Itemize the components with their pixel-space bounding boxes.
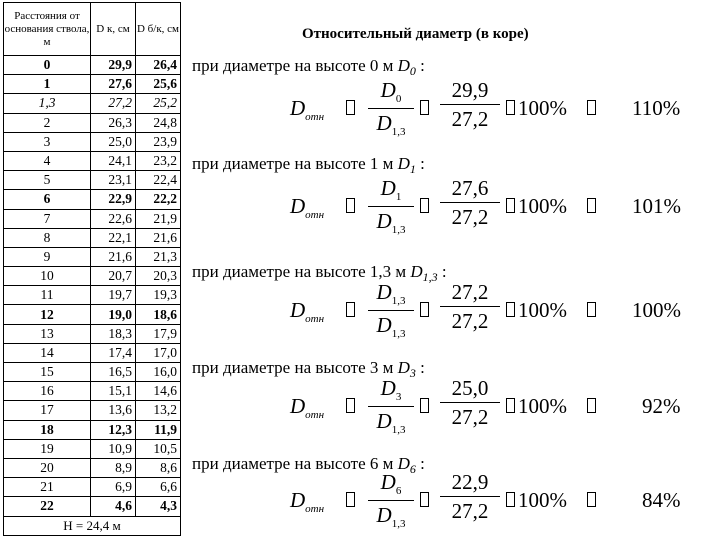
table-row <box>4 286 181 305</box>
missing-glyph-box <box>587 492 596 507</box>
denominator-symbol: D <box>376 111 392 135</box>
table-row <box>4 458 181 477</box>
d-bark-cell: 19,7 <box>91 286 136 305</box>
height-cell: 10 <box>4 267 91 286</box>
table-row <box>4 209 181 228</box>
lhs-subscript: отн <box>305 111 325 123</box>
d-no-bark-cell: 24,8 <box>136 113 181 132</box>
fraction-denominator <box>368 409 414 437</box>
d-bark-cell: 20,7 <box>91 267 136 286</box>
height-cell: 9 <box>4 247 91 266</box>
height-cell: 17 <box>4 401 91 420</box>
symbolic-fraction <box>368 470 414 531</box>
d-no-bark-cell: 21,9 <box>136 209 181 228</box>
d-no-bark-cell: 17,0 <box>136 343 181 362</box>
fraction-denominator <box>368 313 414 341</box>
numerator-symbol: D <box>376 280 392 304</box>
case-label-subscript: 0 <box>409 64 416 78</box>
numeric-fraction <box>440 470 500 523</box>
height-cell: 1 <box>4 75 91 94</box>
table-row <box>4 151 181 170</box>
lhs-symbol: D <box>290 96 306 120</box>
table-row <box>4 382 181 401</box>
lhs-subscript: отн <box>305 313 325 325</box>
height-cell: 3 <box>4 132 91 151</box>
d-no-bark-cell: 8,6 <box>136 458 181 477</box>
d-no-bark-cell: 25,6 <box>136 75 181 94</box>
numerator-subscript: 0 <box>395 93 402 105</box>
case-label-symbol: D <box>410 262 423 281</box>
symbolic-fraction <box>368 376 414 437</box>
d-bark-cell: 24,1 <box>91 151 136 170</box>
table-row <box>4 247 181 266</box>
missing-glyph-box <box>346 398 355 413</box>
fraction-denominator <box>368 209 414 237</box>
height-cell: 15 <box>4 363 91 382</box>
lhs-subscript: отн <box>305 503 325 515</box>
relative-diameter-result: 101% <box>632 194 681 218</box>
d-bark-cell: 23,1 <box>91 171 136 190</box>
d-no-bark-cell: 18,6 <box>136 305 181 324</box>
denominator-symbol: D <box>376 409 392 433</box>
missing-glyph-box <box>506 398 515 413</box>
d-bark-cell: 17,4 <box>91 343 136 362</box>
fraction-numerator <box>368 376 414 404</box>
case-label-colon: : <box>415 56 425 75</box>
height-cell: 12 <box>4 305 91 324</box>
table-row <box>4 324 181 343</box>
d-bark-cell: 8,9 <box>91 458 136 477</box>
height-cell: 1,3 <box>4 94 91 113</box>
fraction-bar <box>368 206 414 207</box>
missing-glyph-box <box>420 398 429 413</box>
d-bark-cell: 10,9 <box>91 439 136 458</box>
denominator-subscript: 1,3 <box>391 424 406 436</box>
d-no-bark-cell: 26,4 <box>136 56 181 75</box>
relative-diameter-formula <box>290 78 680 142</box>
height-cell: 14 <box>4 343 91 362</box>
fraction-denominator <box>368 111 414 139</box>
numerator-value: 27,2 <box>451 280 489 304</box>
height-cell: 22 <box>4 497 91 516</box>
d-bark-cell: 21,6 <box>91 247 136 266</box>
missing-glyph-box <box>587 198 596 213</box>
numeric-fraction <box>440 376 500 429</box>
d-no-bark-cell: 21,3 <box>136 247 181 266</box>
table-row <box>4 497 181 516</box>
d-bark-cell: 16,5 <box>91 363 136 382</box>
fraction-bar <box>368 500 414 501</box>
d-no-bark-cell: 10,5 <box>136 439 181 458</box>
fraction-numerator <box>368 470 414 498</box>
lhs-subscript: отн <box>305 409 325 421</box>
fraction-bar <box>440 306 500 307</box>
d-no-bark-cell: 16,0 <box>136 363 181 382</box>
numerator-subscript: 3 <box>395 391 402 403</box>
d-bark-cell: 27,2 <box>91 94 136 113</box>
missing-glyph-box <box>346 198 355 213</box>
table-row <box>4 228 181 247</box>
table-header-row <box>4 3 181 56</box>
height-cell: 13 <box>4 324 91 343</box>
missing-glyph-box <box>420 302 429 317</box>
numerator-symbol: D <box>380 176 396 200</box>
denominator-value: 27,2 <box>451 205 489 229</box>
d-no-bark-cell: 4,3 <box>136 497 181 516</box>
denominator-value: 27,2 <box>451 309 489 333</box>
height-cell: 20 <box>4 458 91 477</box>
case-label <box>192 358 425 378</box>
d-no-bark-cell: 22,2 <box>136 190 181 209</box>
d-bark-cell: 25,0 <box>91 132 136 151</box>
case-label-subscript: 6 <box>409 462 416 476</box>
fraction-numerator <box>368 176 414 204</box>
missing-glyph-box <box>506 100 515 115</box>
d-no-bark-cell: 25,2 <box>136 94 181 113</box>
percent-factor: 100% <box>518 488 567 512</box>
lhs-symbol: D <box>290 394 306 418</box>
numeric-fraction <box>440 280 500 333</box>
table-row <box>4 56 181 75</box>
percent-factor: 100% <box>518 96 567 120</box>
numeric-fraction <box>440 78 500 131</box>
fraction-numerator <box>368 78 414 106</box>
table-row <box>4 343 181 362</box>
case-label-text: при диаметре на высоте 0 м <box>192 56 398 75</box>
numerator-symbol: D <box>380 470 396 494</box>
case-label-colon: : <box>437 262 447 281</box>
percent-factor: 100% <box>518 394 567 418</box>
missing-glyph-box <box>506 302 515 317</box>
fraction-bar <box>368 310 414 311</box>
d-no-bark-cell: 20,3 <box>136 267 181 286</box>
missing-glyph-box <box>420 100 429 115</box>
denominator-value: 27,2 <box>451 405 489 429</box>
lhs-symbol: D <box>290 298 306 322</box>
header-distance: Расстояния от основания ствола, м <box>4 3 91 56</box>
symbolic-fraction <box>368 280 414 341</box>
case-label-text: при диаметре на высоте 1 м <box>192 154 398 173</box>
denominator-value: 27,2 <box>451 107 489 131</box>
fraction-denominator <box>368 503 414 531</box>
table-row <box>4 305 181 324</box>
d-no-bark-cell: 23,2 <box>136 151 181 170</box>
height-cell: 18 <box>4 420 91 439</box>
d-bark-cell: 15,1 <box>91 382 136 401</box>
table-row <box>4 439 181 458</box>
table-row <box>4 401 181 420</box>
fraction-bar <box>440 202 500 203</box>
fraction-bar <box>440 104 500 105</box>
case-label <box>192 154 425 174</box>
relative-diameter-formula <box>290 176 680 240</box>
d-no-bark-cell: 19,3 <box>136 286 181 305</box>
height-cell: 16 <box>4 382 91 401</box>
relative-diameter-result: 110% <box>632 96 681 120</box>
height-cell: 6 <box>4 190 91 209</box>
height-cell: 2 <box>4 113 91 132</box>
formula-lhs <box>290 298 324 323</box>
missing-glyph-box <box>506 492 515 507</box>
table-row <box>4 132 181 151</box>
case-label-text: при диаметре на высоте 3 м <box>192 358 398 377</box>
d-no-bark-cell: 21,6 <box>136 228 181 247</box>
denominator-symbol: D <box>376 313 392 337</box>
numerator-symbol: D <box>380 78 396 102</box>
table-row <box>4 75 181 94</box>
denominator-subscript: 1,3 <box>391 126 406 138</box>
fraction-bar <box>440 402 500 403</box>
numerator-value: 27,6 <box>451 176 489 200</box>
numerator-subscript: 1 <box>395 191 402 203</box>
page-title: Относительный диаметр (в коре) <box>302 26 529 42</box>
d-bark-cell: 22,1 <box>91 228 136 247</box>
fraction-numerator <box>368 280 414 308</box>
case-label-subscript: 1 <box>409 162 416 176</box>
relative-diameter-result: 92% <box>642 394 681 418</box>
percent-factor: 100% <box>518 298 567 322</box>
lhs-symbol: D <box>290 194 306 218</box>
table-body <box>4 56 181 517</box>
table-row <box>4 478 181 497</box>
d-bark-cell: 13,6 <box>91 401 136 420</box>
height-cell: 8 <box>4 228 91 247</box>
lhs-symbol: D <box>290 488 306 512</box>
table-footer-row <box>4 516 181 535</box>
denominator-symbol: D <box>376 209 392 233</box>
case-label-subscript: 1,3 <box>422 270 438 284</box>
table-row <box>4 420 181 439</box>
height-cell: 19 <box>4 439 91 458</box>
numerator-value: 25,0 <box>451 376 489 400</box>
case-label-colon: : <box>415 358 425 377</box>
case-label-symbol: D <box>397 154 410 173</box>
case-label-symbol: D <box>397 358 410 377</box>
d-bark-cell: 29,9 <box>91 56 136 75</box>
d-bark-cell: 22,6 <box>91 209 136 228</box>
lhs-subscript: отн <box>305 209 325 221</box>
relative-diameter-formula <box>290 470 680 534</box>
denominator-symbol: D <box>376 503 392 527</box>
case-label <box>192 56 425 76</box>
missing-glyph-box <box>346 302 355 317</box>
d-no-bark-cell: 13,2 <box>136 401 181 420</box>
numerator-subscript: 6 <box>395 485 402 497</box>
symbolic-fraction <box>368 176 414 237</box>
denominator-value: 27,2 <box>451 499 489 523</box>
d-no-bark-cell: 11,9 <box>136 420 181 439</box>
denominator-subscript: 1,3 <box>391 224 406 236</box>
relative-diameter-result: 84% <box>642 488 681 512</box>
d-no-bark-cell: 17,9 <box>136 324 181 343</box>
formula-lhs <box>290 488 324 513</box>
case-label-symbol: D <box>397 56 410 75</box>
d-no-bark-cell: 6,6 <box>136 478 181 497</box>
diameter-table <box>3 2 181 536</box>
missing-glyph-box <box>587 398 596 413</box>
d-bark-cell: 12,3 <box>91 420 136 439</box>
table-row <box>4 113 181 132</box>
header-d-bark: D к, см <box>91 3 136 56</box>
numerator-value: 22,9 <box>451 470 489 494</box>
d-bark-cell: 19,0 <box>91 305 136 324</box>
d-bark-cell: 22,9 <box>91 190 136 209</box>
case-label-colon: : <box>415 454 425 473</box>
height-cell: 4 <box>4 151 91 170</box>
numeric-fraction <box>440 176 500 229</box>
height-cell: 5 <box>4 171 91 190</box>
table-row <box>4 190 181 209</box>
missing-glyph-box <box>420 492 429 507</box>
missing-glyph-box <box>506 198 515 213</box>
height-cell: 7 <box>4 209 91 228</box>
height-cell: 11 <box>4 286 91 305</box>
case-label-symbol: D <box>397 454 410 473</box>
header-d-no-bark: D б/к, см <box>136 3 181 56</box>
height-cell: 21 <box>4 478 91 497</box>
missing-glyph-box <box>346 492 355 507</box>
percent-factor: 100% <box>518 194 567 218</box>
case-label-text: при диаметре на высоте 6 м <box>192 454 398 473</box>
d-bark-cell: 18,3 <box>91 324 136 343</box>
formula-lhs <box>290 194 324 219</box>
table-row <box>4 267 181 286</box>
d-bark-cell: 6,9 <box>91 478 136 497</box>
d-bark-cell: 4,6 <box>91 497 136 516</box>
relative-diameter-result: 100% <box>632 298 681 322</box>
tree-height: H = 24,4 м <box>4 516 181 535</box>
d-no-bark-cell: 22,4 <box>136 171 181 190</box>
formula-lhs <box>290 394 324 419</box>
missing-glyph-box <box>346 100 355 115</box>
relative-diameter-formula <box>290 280 680 344</box>
missing-glyph-box <box>587 100 596 115</box>
fraction-bar <box>368 108 414 109</box>
table-row <box>4 363 181 382</box>
fraction-bar <box>368 406 414 407</box>
d-bark-cell: 27,6 <box>91 75 136 94</box>
d-no-bark-cell: 14,6 <box>136 382 181 401</box>
denominator-subscript: 1,3 <box>391 328 406 340</box>
case-label-colon: : <box>415 154 425 173</box>
fraction-bar <box>440 496 500 497</box>
symbolic-fraction <box>368 78 414 139</box>
denominator-subscript: 1,3 <box>391 518 406 530</box>
numerator-symbol: D <box>380 376 396 400</box>
formula-lhs <box>290 96 324 121</box>
case-label-subscript: 3 <box>409 366 416 380</box>
missing-glyph-box <box>587 302 596 317</box>
case-label-text: при диаметре на высоте 1,3 м <box>192 262 411 281</box>
table-row <box>4 171 181 190</box>
d-no-bark-cell: 23,9 <box>136 132 181 151</box>
table-row <box>4 94 181 113</box>
relative-diameter-formula <box>290 376 680 440</box>
case-label <box>192 262 447 282</box>
missing-glyph-box <box>420 198 429 213</box>
d-bark-cell: 26,3 <box>91 113 136 132</box>
numerator-value: 29,9 <box>451 78 489 102</box>
numerator-subscript: 1,3 <box>391 295 406 307</box>
height-cell: 0 <box>4 56 91 75</box>
